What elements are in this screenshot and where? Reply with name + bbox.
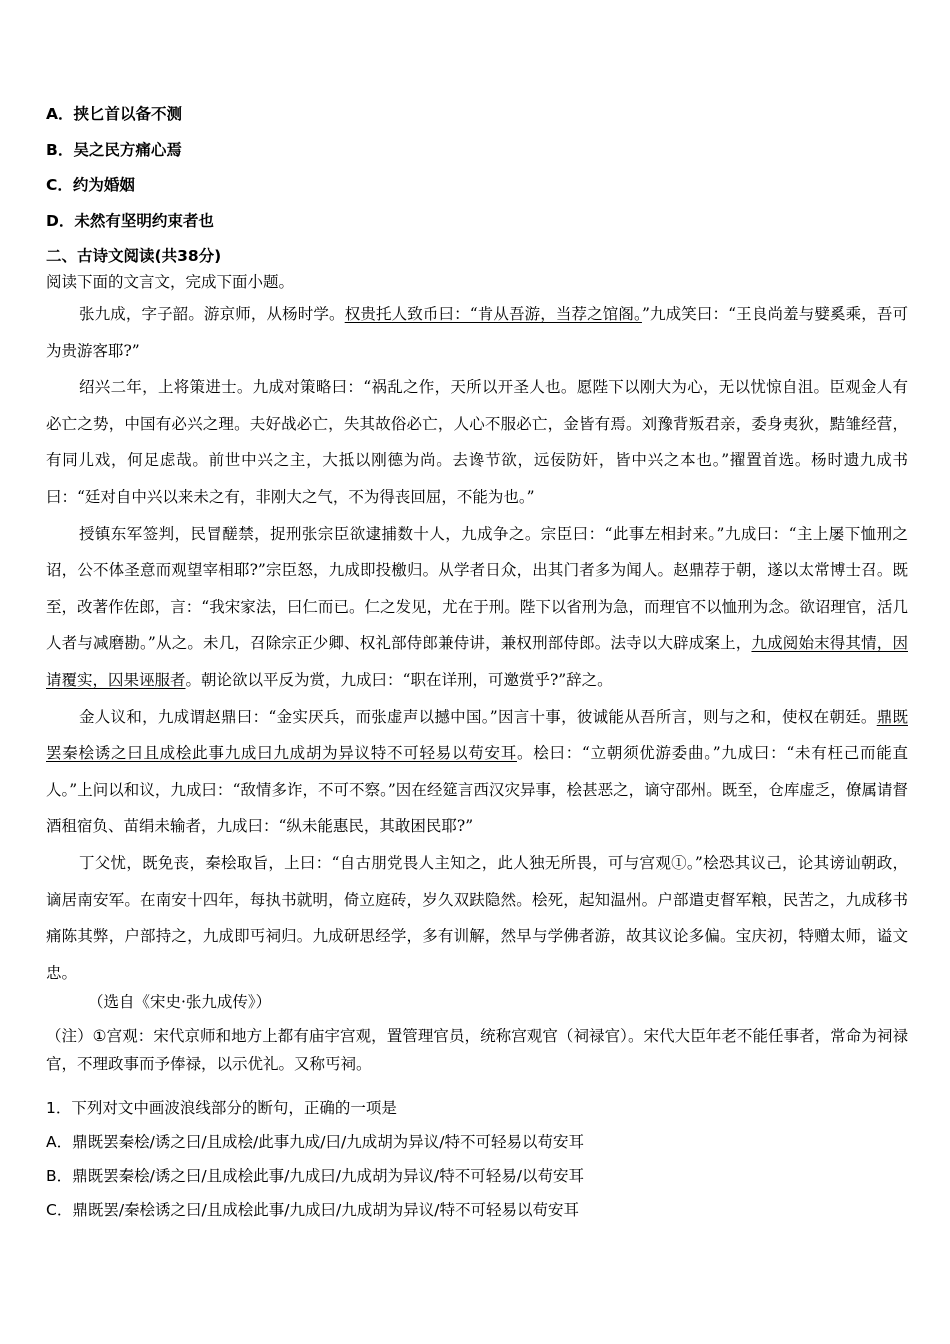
option-text: 鼎既罢秦桧/诱之曰/且成桧/此事九成/曰/九成胡为异议/特不可轻易以苟安耳	[72, 1133, 584, 1151]
classical-passage	[46, 296, 908, 991]
text-run: 。朝论欲以平反为赏，九成曰：“职在详刑，可邀赏乎?”辞之。	[185, 670, 613, 689]
option-b	[46, 138, 182, 160]
option-text: 未然有坚明约束者也	[74, 212, 214, 230]
option-letter: A．	[46, 1133, 73, 1151]
option-a	[46, 102, 182, 124]
answer-option-c	[46, 1198, 579, 1220]
text-run: ”九成笑曰：“王良尚羞与嬖奚乘，吾可为贵游客耶?”	[46, 305, 908, 360]
option-text: 挟匕首以备不测	[73, 105, 183, 123]
paragraph-2: 绍兴二年，上将策进士。九成对策略曰：“祸乱之作，天所以开圣人也。愿陛下以刚大为心，无以忧惊自沮。臣观金人有必亡之势，中国有必兴之理。夫好战必亡，失其故俗必亡，人心不服必亡，金皆有焉。刘豫背叛君亲，委身夷狄，黠雏经营，有同儿戏，何足虑哉。前世中兴之主，大抵以刚德为尚。去谗节欲，远佞防奸，皆中兴之本也。”擢置首选。杨时遗九成书曰：“廷对自中兴以来未之有，非刚大之气，不为得丧回屈，不能为也。”	[46, 378, 908, 506]
option-letter: A．	[46, 105, 74, 123]
option-letter: B．	[46, 141, 74, 159]
option-letter: C．	[46, 176, 73, 194]
answer-option-a	[46, 1130, 584, 1152]
text-run: 张九成，字子韶。游京师，从杨时学。	[79, 305, 345, 323]
footnote: （注）①宫观：宋代京师和地方上都有庙宇宫观，置管理官员，统称宫观官（祠禄官）。宋代大臣年老不能任事者，常命为祠禄官，不理政事而予俸禄，以示优礼。又称丐祠。	[46, 1027, 908, 1073]
section-title: 二、古诗文阅读(共38分)	[46, 247, 222, 265]
paragraph-4	[46, 699, 908, 845]
option-letter: B．	[46, 1167, 73, 1185]
source-citation: （选自《宋史·张九成传》）	[88, 993, 272, 1011]
option-text: 鼎既罢/秦桧诱之曰/且成桧此事/九成曰/九成胡为异议/特不可轻易以苟安耳	[72, 1201, 579, 1219]
answer-option-b	[46, 1164, 584, 1186]
text-run: 。桧曰：“立朝须优游委曲。”九成曰：“未有枉己而能直人。”上问以和议，九成曰：“敌情多诈，不可不察。”因在经筵言西汉灾异事，桧甚恶之，谪守邵州。既至，仓库虚乏，僚属请督酒租宿负、苗绢未输者，九成曰：“纵未能惠民，其敢困民耶?”	[46, 744, 908, 836]
option-text: 约为婚姻	[72, 176, 135, 194]
option-text: 鼎既罢秦桧/诱之曰/且成桧此事/九成曰/九成胡为异议/特不可轻易/以苟安耳	[72, 1167, 584, 1185]
question-stem: 1．下列对文中画波浪线部分的断句，正确的一项是	[46, 1099, 397, 1117]
instruction: 阅读下面的文言文，完成下面小题。	[46, 273, 295, 291]
wavy-underlined-text: 鼎既罢秦桧诱之曰且成桧此事九成曰九成胡为异议特不可轻易以苟安耳	[46, 707, 908, 763]
option-d	[46, 209, 214, 231]
paragraph-1	[46, 296, 908, 369]
paragraph-3	[46, 516, 908, 699]
text-run: 金人议和，九成谓赵鼎曰：“金实厌兵，而张虚声以撼中国。”因言十事，彼诚能从吾所言，则与之和，使权在朝廷。	[79, 707, 877, 726]
option-letter: D．	[46, 212, 75, 230]
underlined-text: 权贵托人致币曰：“肯从吾游，当荐之馆阁。	[344, 305, 642, 323]
underlined-text: 九成阅始末得其情，因请覆实，囚果诬服者	[46, 634, 908, 689]
option-letter: C．	[46, 1201, 73, 1219]
paragraph-5: 丁父忧，既免丧，秦桧取旨，上曰：“自古朋党畏人主知之，此人独无所畏，可与宫观①。”桧恐其议己，论其谤讪朝政，谪居南安军。在南安十四年，每执书就明，倚立庭砖，岁久双趺隐然。桧死，起知温州。户部遣吏督军粮，民苦之，九成移书痛陈其弊，户部持之，九成即丐祠归。九成研思经学，多有训解，然早与学佛者游，故其议论多偏。宝庆初，特赠太师，谥文忠。	[46, 853, 908, 982]
option-text: 吴之民方痛心焉	[73, 141, 182, 159]
option-c	[46, 173, 135, 195]
text-run: 授镇东军签判，民冒醝禁，捉刑张宗臣欲逮捕数十人，九成争之。宗臣曰：“此事左相封来。”九成曰：“主上屡下恤刑之诏，公不体圣意而观望宰相耶?”宗臣怒，九成即投檄归。从学者日众，出其门者多为闻人。赵鼎荐于朝，遂以太常博士召。既至，改著作佐郎，言：“我宋家法，曰仁而已。仁之发见，尤在于刑。陛下以省刑为急，而理官不以恤刑为念。欲诏理官，活几人者与减磨勘。”从之。未几，召除宗正少卿、权礼部侍郎兼侍讲，兼权刑部侍郎。法寺以大辟成案上，	[46, 524, 908, 653]
